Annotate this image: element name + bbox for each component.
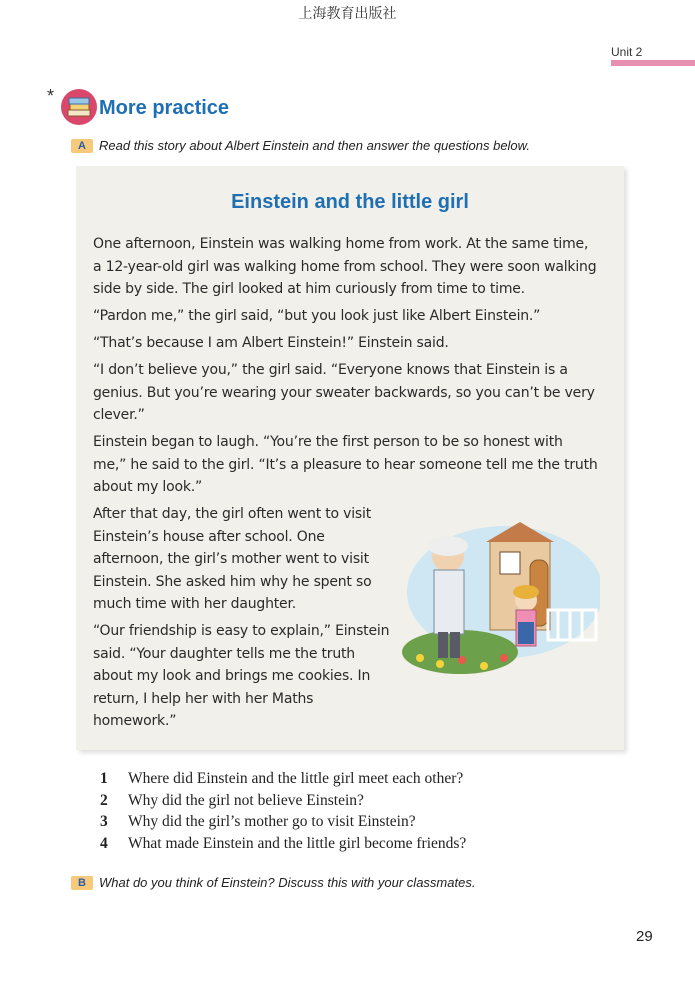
task-b-badge: B xyxy=(71,876,93,890)
story-paragraph: “Our friendship is easy to explain,” Einstein said. “Your daughter tells me the truth about my look and brings me cookies. In return, I help her with her Maths homework.” xyxy=(93,623,390,729)
question-item xyxy=(100,770,466,792)
question-text: Why did the girl’s mother go to visit Einstein? xyxy=(128,813,416,830)
einstein-girl-illustration xyxy=(400,522,600,686)
story-paragraph: “That’s because I am Albert Einstein!” Einstein said. xyxy=(93,335,449,351)
question-item xyxy=(100,813,466,835)
story-title: Einstein and the little girl xyxy=(231,191,469,213)
page-number: 29 xyxy=(636,928,653,945)
task-a-instruction xyxy=(71,138,530,153)
question-number: 2 xyxy=(100,791,108,809)
section-title: More practice xyxy=(99,97,230,119)
question-text: Where did Einstein and the little girl meet each other? xyxy=(128,770,464,787)
question-number: 4 xyxy=(100,834,108,852)
story-paragraph: After that day, the girl often went to visit Einstein’s house after school. One afternoon, the girl’s mother went to visit Einstein. She asked him why he spent so much time with her daughter. xyxy=(93,506,372,612)
story-paragraph: “I don’t believe you,” the girl said. “Everyone knows that Einstein is a genius. But you’re wearing your sweater backwards, so you can’t be very clever.” xyxy=(93,362,595,423)
question-number: 3 xyxy=(100,813,108,830)
unit-bar xyxy=(611,60,695,66)
unit-label: Unit 2 xyxy=(611,45,643,59)
story-paragraph: Einstein began to laugh. “You’re the first person to be so honest with me,” he said to the girl. “It’s a pleasure to hear someone tell me the truth about my look.” xyxy=(93,434,598,495)
story-paragraph: One afternoon, Einstein was walking home from work. At the same time, a 12-year-old girl was walking home from school. They were soon walking side by side. The girl looked at him curiously from time to time. xyxy=(93,236,597,297)
question-text: What made Einstein and the little girl become friends? xyxy=(128,834,467,852)
question-text: Why did the girl not believe Einstein? xyxy=(128,791,364,809)
story-paragraph: “Pardon me,” the girl said, “but you look just like Albert Einstein.” xyxy=(93,308,541,324)
task-a-badge: A xyxy=(71,139,93,153)
question-item xyxy=(100,792,466,814)
publisher-header: 上海教育出版社 xyxy=(298,6,397,22)
question-number: 1 xyxy=(100,770,108,787)
asterisk-mark: * xyxy=(47,86,55,106)
task-b-text: What do you think of Einstein? Discuss this with your classmates. xyxy=(99,875,476,890)
question-list xyxy=(100,770,466,856)
task-a-text: Read this story about Albert Einstein and then answer the questions below. xyxy=(99,138,530,153)
question-item xyxy=(100,835,466,857)
task-b-instruction xyxy=(71,875,475,890)
books-icon xyxy=(60,88,98,126)
